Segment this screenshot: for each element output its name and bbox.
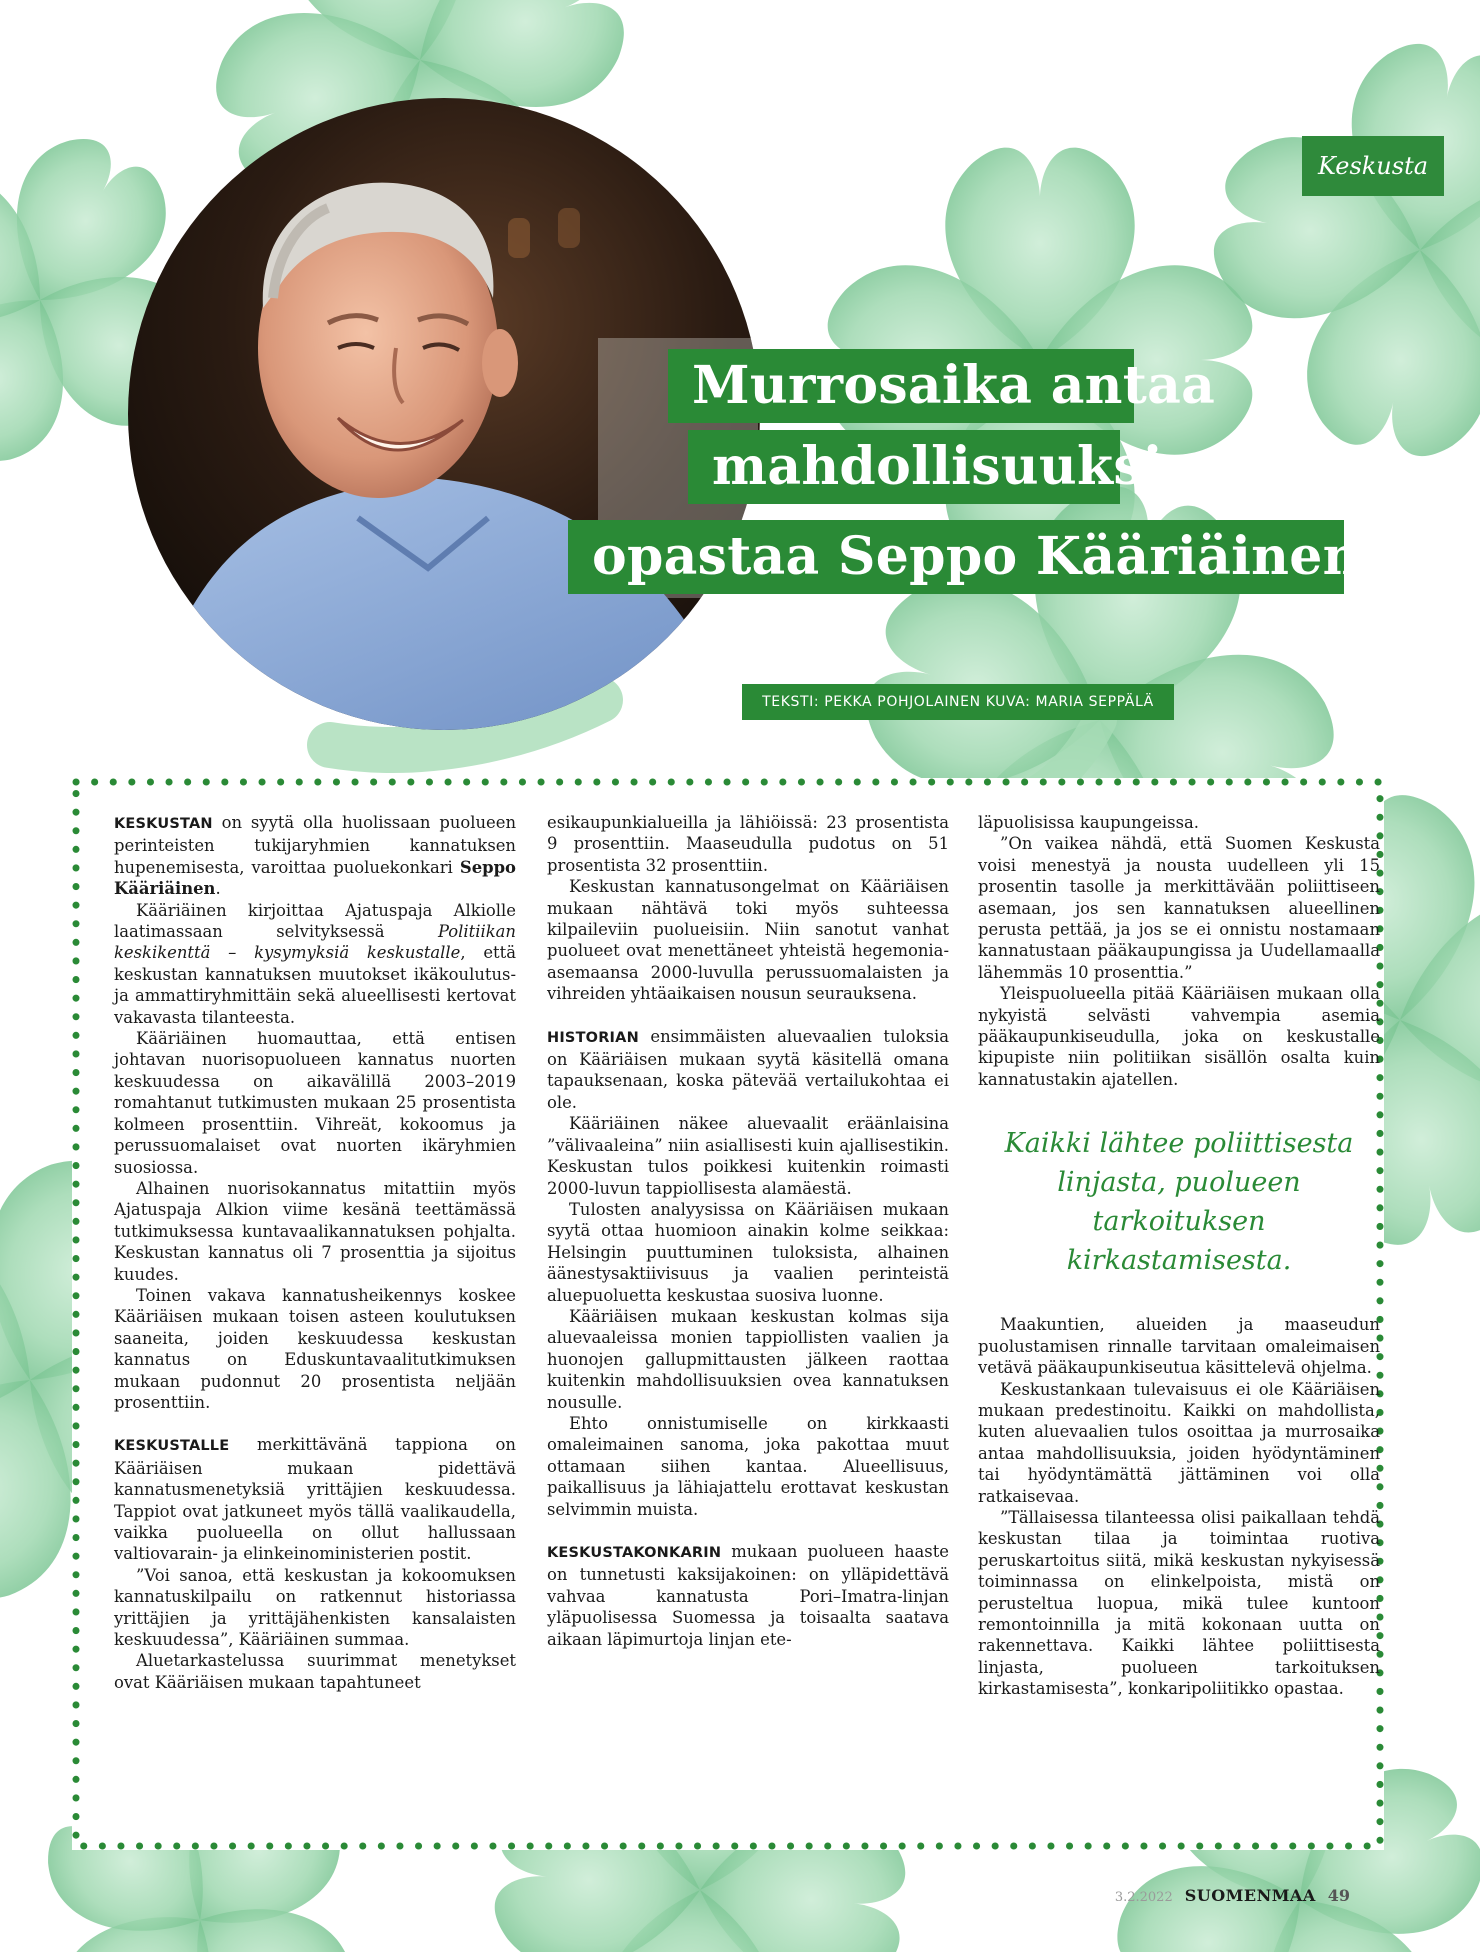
- paragraph: ”Voi sanoa, että keskustan ja kokoomuksen kannatuskilpailu on ratkennut historiassa yrittäjien ja yrittäjähenkisten kansalaisten keskuudessa”, Kääriäinen summaa.: [114, 1565, 516, 1650]
- column-1: [114, 812, 516, 1693]
- headline-line-2: mahdollisuuksia,: [688, 430, 1120, 504]
- paragraph: Ehto onnistumiselle on kirkkaasti omaleimainen sanoma, joka pakottaa muut ottamaan siihen kantaa. Alueellisuus, paikallisuus ja lähiajattelu erottavat keskustan selvimmin muista.: [547, 1413, 949, 1519]
- lead-keyword: KESKUSTAKONKARIN: [547, 1545, 722, 1561]
- column-3: [978, 812, 1380, 1700]
- paragraph: KESKUSTALLE merkittävänä tappiona on Kääriäisen mukaan pidettävä kannatusmenetyksiä yrittäjien keskuudessa. Tappiot ovat jatkuneet myös tällä vaalikaudella, vaikka puolueella on ollut hallussaan valtiovarain- ja elinkeinoministerien postit.: [114, 1435, 516, 1564]
- paragraph: Kääriäinen näkee aluevaalit eräänlaisina ”välivaaleina” niin asiallisesti kuin ajallisestikin. Keskustan tulos poikkesi kuitenkin roimasti 2000-luvun tappiollisesta alamäestä.: [547, 1114, 949, 1198]
- paragraph: läpuolisissa kaupungeissa.: [978, 813, 1199, 832]
- lead-keyword: KESKUSTAN: [114, 816, 213, 832]
- paragraph: KESKUSTAN on syytä olla huolissaan puolueen perinteisten tukijaryhmien kannatuksen hupenemisesta, varoittaa puoluekonkari Seppo Kääriäinen.: [114, 813, 516, 899]
- byline-credits: TEKSTI: PEKKA POHJOLAINEN KUVA: MARIA SEPPÄLÄ: [742, 684, 1174, 720]
- article-body: [72, 778, 1384, 1850]
- paragraph: Aluetarkastelussa suurimmat menetykset ovat Kääriäisen mukaan tapahtuneet: [114, 1651, 516, 1692]
- section-tag[interactable]: Keskusta: [1302, 136, 1444, 196]
- paragraph: Tulosten analyysissa on Kääriäisen mukaan syytä ottaa huomioon ainakin kolme seikkaa: Helsingin puuttuminen tuloksista, alhainen äänestysaktiivisuus ja vaalien perinteistä aluepuoluetta keskustaa suosiva luonne.: [547, 1199, 949, 1305]
- paragraph: Kääriäinen huomauttaa, että entisen johtavan nuorisopuolueen kannatus nuorten keskuudessa on aikavälillä 2003–2019 romahtanut tutkimusten mukaan 25 prosentista kolmeen prosenttiin. Vihreät, kokoomus ja perussuomalaiset ovat nuorten ikäryhmien suosiossa.: [114, 1029, 516, 1177]
- column-2: [547, 812, 949, 1650]
- person-name: Seppo Kääriäinen: [114, 857, 516, 899]
- portrait-photo: [128, 98, 760, 730]
- lead-keyword: HISTORIAN: [547, 1029, 639, 1046]
- headline-line-1: Murrosaika antaa: [668, 349, 1134, 423]
- paragraph: KESKUSTAKONKARIN mukaan puolueen haaste on tunnetusti kaksijakoinen: on ylläpidettävä vahvaa kannatusta Pori–Imatra-linjan yläpuolisessa Suomessa ja toisaalta saatava aikaan läpimurtoja linjan ete-: [547, 1542, 949, 1649]
- paragraph: Kääriäisen mukaan keskustan kolmas sija aluevaaleissa monien tappiollisten vaalien ja huonojen gallupmittausten jälkeen raottaa kuitenkin mahdollisuuksien ovea kannatuksen nousulle.: [547, 1306, 949, 1412]
- lead-keyword: KESKUSTALLE: [114, 1438, 230, 1455]
- magazine-name: SUOMENMAA: [1184, 1886, 1316, 1905]
- publication-title: Politiikan keskikenttä – kysymyksiä keskustalle: [114, 922, 516, 963]
- page-footer: [1115, 1886, 1350, 1905]
- paragraph: Toinen vakava kannatusheikennys koskee Kääriäisen mukaan toisen asteen koulutuksen saaneita, joiden keskuudessa keskustan kannatus on Eduskuntavaalitutkimuksen mukaan pudonnut 20 prosentista neljään prosenttiin.: [114, 1285, 516, 1412]
- paragraph: Kääriäinen kirjoittaa Ajatuspaja Alkiolle laatimassaan selvityksessä Politiikan keskikenttä – kysymyksiä keskustalle, että keskustan kannatuksen muutokset ikäkoulutus- ja ammattiryhmittäin sekä alueellisesti kertovat vakavasta tilanteesta.: [114, 900, 516, 1027]
- paragraph: Yleispuolueella pitää Kääriäisen mukaan olla nykyistä selvästi vahvempia asemia pääkaupunkiseudulla, joka on keskustalle kipupiste niin politiikan sisällön osalta kuin kannatustakin ajatellen.: [978, 984, 1380, 1089]
- paragraph: ”Tällaisessa tilanteessa olisi paikallaan tehdä keskustan tilaa ja toimintaa ruotiva peruskartoitus siitä, mikä keskustan nykyisessä toiminnassa on elinkelpoista, mistä on perusteltua luopua, mikä tulee kuntoon remontoinnilla ja mitä kokonaan uutta on rakennettava. Kaikki lähtee poliittisesta linjasta, puolueen tarkoituksen kirkastamisesta”, konkaripoliitikko opastaa.: [978, 1507, 1380, 1699]
- paragraph: Maakuntien, alueiden ja maaseudun puolustamisen rinnalle tarvitaan omaleimaisen vetävä pääkaupunkiseutua käsittelevä ohjelma.: [978, 1315, 1380, 1378]
- paragraph: Keskustan kannatusongelmat on Kääriäisen mukaan nähtävä toki myös suhteessa kilpaileviin puolueisiin. Niin sanotut vanhat puolueet ovat menettäneet yhteistä hegemonia-asemaansa 2000-luvulla perussuomalaisten ja vihreiden yhtäaikaisen nousun seurauksena.: [547, 877, 949, 1004]
- paragraph: HISTORIAN ensimmäisten aluevaalien tuloksia on Kääriäisen mukaan syytä käsitellä omana tapauksenaan, koska pätevää vertailukohtaa ei ole.: [547, 1026, 949, 1112]
- paragraph: esikaupunkialueilla ja lähiöissä: 23 prosentista 9 prosenttiin. Maaseudulla pudotus on 51 prosentista 32 prosenttiin.: [547, 813, 949, 875]
- paragraph: Alhainen nuorisokannatus mitattiin myös Ajatuspaja Alkion viime kesänä teettämässä tutkimuksessa kuntavaalikannatuksen pohjalta. Keskustan kannatus oli 7 prosenttia ja sijoitus kuudes.: [114, 1178, 516, 1284]
- page-number: 49: [1327, 1886, 1350, 1905]
- pull-quote: Kaikki lähtee poliittisesta linjasta, puolueen tarkoituksen kirkastamisesta.: [1004, 1128, 1354, 1277]
- paragraph: ”On vaikea nähdä, että Suomen Keskusta voisi menestyä ja nousta uudelleen yli 15 prosentin tasolle ja merkittävään poliittiseen asemaan, jos sen kannatuksen alueellinen perusta pettää, ja jos se ei onnistu nostamaan kannatustaan pääkaupungissa ja Uudellamaalla lähemmäs 10 prosenttia.”: [978, 834, 1380, 982]
- headline-line-3: opastaa Seppo Kääriäinen: [568, 520, 1344, 594]
- paragraph: Keskustankaan tulevaisuus ei ole Kääriäisen mukaan predestinoitu. Kaikki on mahdollista, kuten aluevaalien tulos osoittaa ja murrosaika antaa mahdollisuuksia, joiden hyödyntäminen tai hyödyntämättä jättäminen voi olla ratkaisevaa.: [978, 1379, 1380, 1506]
- issue-date: 3.2.2022: [1114, 1890, 1173, 1905]
